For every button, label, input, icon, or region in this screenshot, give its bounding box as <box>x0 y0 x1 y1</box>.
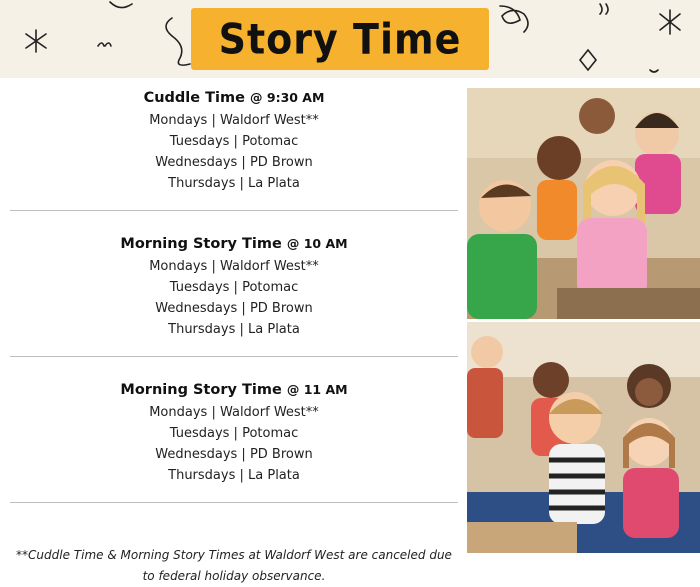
schedule-row: Mondays | Waldorf West** <box>149 259 319 274</box>
session-time: @ 11 AM <box>286 382 348 397</box>
schedule-row: Tuesdays | Potomac <box>169 280 299 295</box>
title-badge <box>191 8 489 70</box>
session-schedule <box>10 402 458 486</box>
session-name: Morning Story Time <box>120 382 282 398</box>
schedule-row: Thursdays | La Plata <box>168 322 300 337</box>
session-heading <box>10 88 458 108</box>
schedule-row: Thursdays | La Plata <box>168 176 300 191</box>
children-photo-1 <box>467 88 700 319</box>
schedule-row: Tuesdays | Potomac <box>169 134 299 149</box>
schedule-row: Thursdays | La Plata <box>168 468 300 483</box>
children-photo-2 <box>467 322 700 553</box>
session-cuddle-time <box>10 88 458 194</box>
session-morning-11 <box>10 380 458 486</box>
session-morning-10 <box>10 234 458 340</box>
header-banner <box>0 0 700 78</box>
schedule-row: Mondays | Waldorf West** <box>149 405 319 420</box>
session-schedule <box>10 256 458 340</box>
divider <box>10 356 458 357</box>
divider <box>10 210 458 211</box>
schedule-list <box>10 88 458 526</box>
session-name: Cuddle Time <box>143 90 245 106</box>
session-heading <box>10 234 458 254</box>
session-time: @ 10 AM <box>286 236 348 251</box>
session-name: Morning Story Time <box>120 236 282 252</box>
schedule-row: Wednesdays | PD Brown <box>155 447 313 462</box>
page-title: Story Time <box>218 14 462 64</box>
session-heading <box>10 380 458 400</box>
session-time: @ 9:30 AM <box>250 90 325 105</box>
schedule-row: Wednesdays | PD Brown <box>155 155 313 170</box>
schedule-row: Tuesdays | Potomac <box>169 426 299 441</box>
schedule-row: Wednesdays | PD Brown <box>155 301 313 316</box>
schedule-row: Mondays | Waldorf West** <box>149 113 319 128</box>
session-schedule <box>10 110 458 194</box>
footnote: **Cuddle Time & Morning Story Times at Waldorf West are canceled due to federal holiday observance. <box>16 548 452 583</box>
divider <box>10 502 458 503</box>
